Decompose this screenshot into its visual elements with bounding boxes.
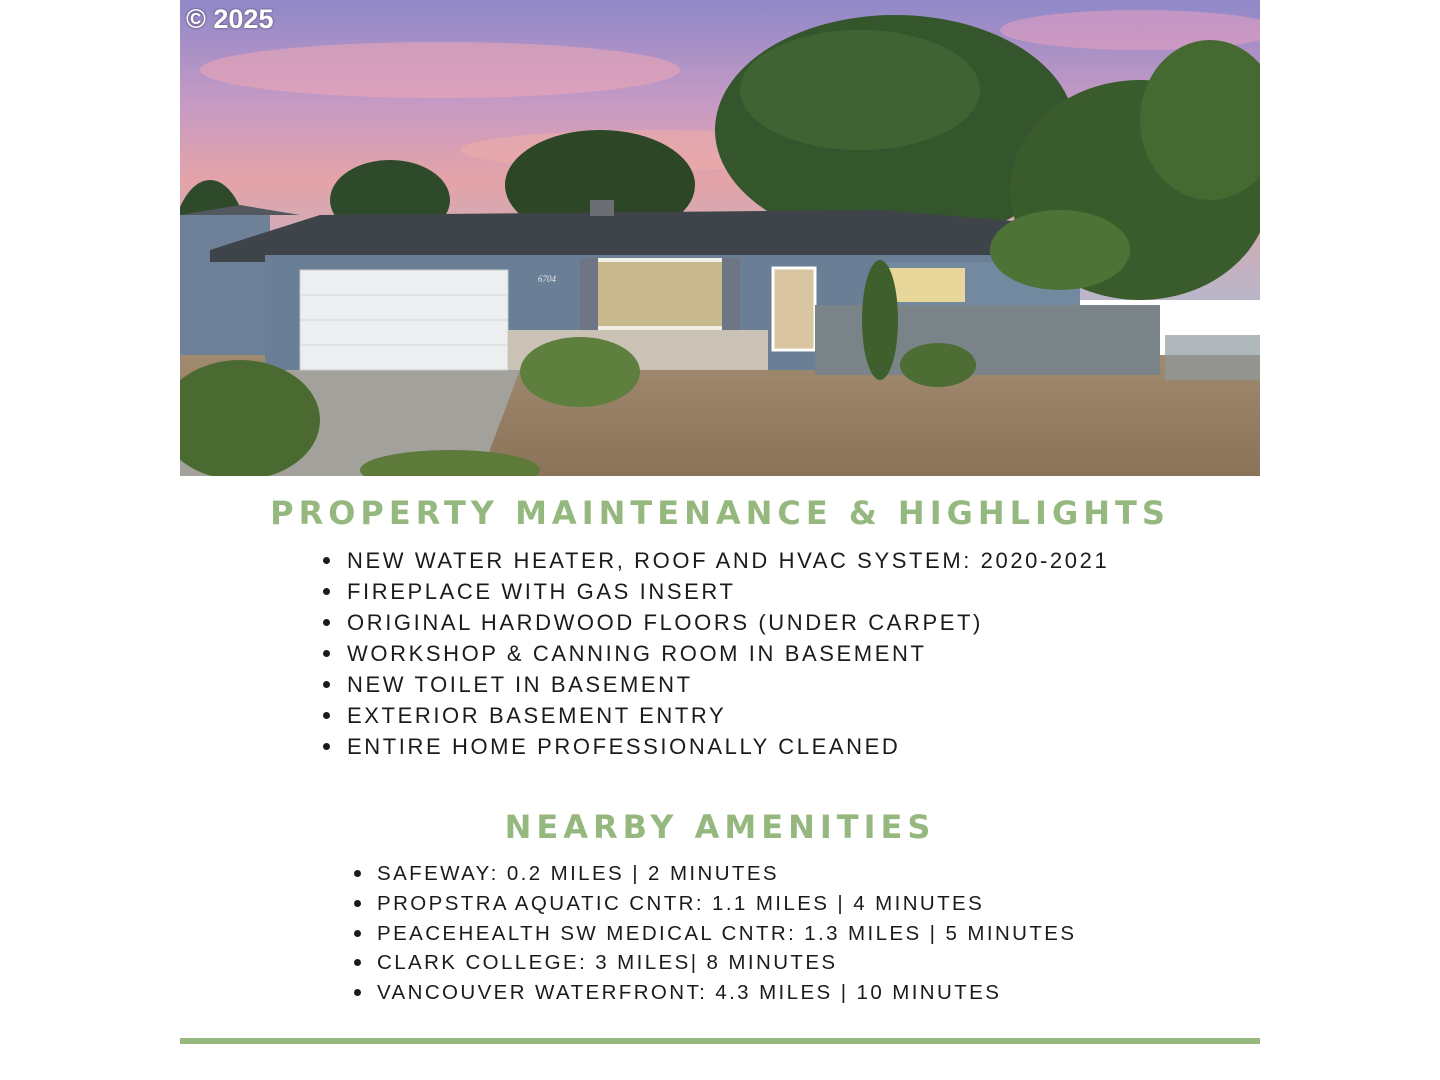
list-item: NEW TOILET IN BASEMENT <box>347 669 1109 700</box>
list-item: EXTERIOR BASEMENT ENTRY <box>347 700 1109 731</box>
list-item: VANCOUVER WATERFRONT: 4.3 MILES | 10 MINUTES <box>377 978 1076 1008</box>
amenities-list <box>377 859 1076 1008</box>
list-item: ORIGINAL HARDWOOD FLOORS (UNDER CARPET) <box>347 607 1109 638</box>
copyright-watermark: © 2025 <box>186 4 274 34</box>
list-item: FIREPLACE WITH GAS INSERT <box>347 576 1109 607</box>
highlights-list <box>347 545 1109 762</box>
house-photo <box>180 0 1260 476</box>
highlights-heading: PROPERTY MAINTENANCE & HIGHLIGHTS <box>270 494 1170 532</box>
list-item: NEW WATER HEATER, ROOF AND HVAC SYSTEM: 2020-2021 <box>347 545 1109 576</box>
house-photo-illustration <box>180 0 1260 476</box>
list-item: PROPSTRA AQUATIC CNTR: 1.1 MILES | 4 MINUTES <box>377 889 1076 919</box>
footer-divider <box>180 1038 1260 1044</box>
list-item: PEACEHEALTH SW MEDICAL CNTR: 1.3 MILES | 5 MINUTES <box>377 919 1076 949</box>
amenities-heading: NEARBY AMENITIES <box>504 808 936 846</box>
list-item: SAFEWAY: 0.2 MILES | 2 MINUTES <box>377 859 1076 889</box>
list-item: CLARK COLLEGE: 3 MILES| 8 MINUTES <box>377 948 1076 978</box>
list-item: ENTIRE HOME PROFESSIONALLY CLEANED <box>347 731 1109 762</box>
list-item: WORKSHOP & CANNING ROOM IN BASEMENT <box>347 638 1109 669</box>
house-number: 6704 <box>538 274 556 284</box>
